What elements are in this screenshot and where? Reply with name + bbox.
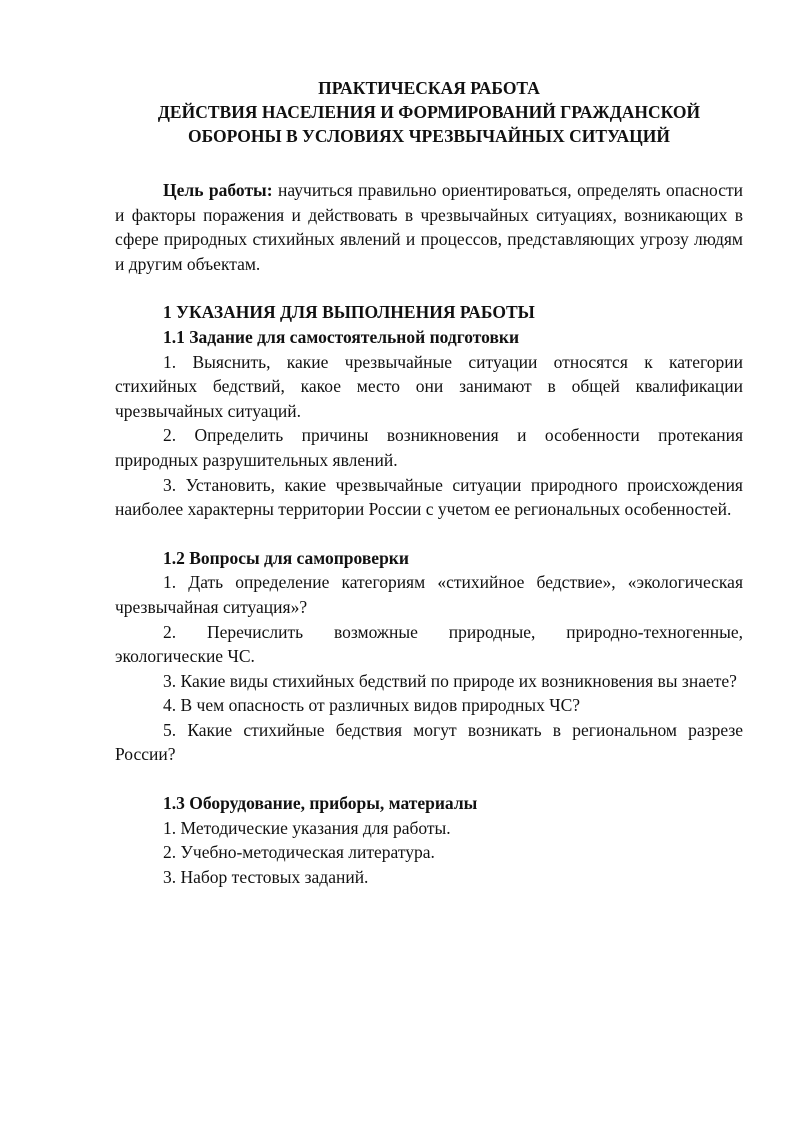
section-1-2-heading: 1.2 Вопросы для самопроверки (163, 547, 409, 568)
equipment-item-2: 2. Учебно-методическая литература. (163, 842, 435, 863)
task-item-3: 3. Установить, какие чрезвычайные ситуации природного происхождения наиболее характерны территории России с учетом ее региональных особенностей. (115, 474, 743, 520)
question-item-4: 4. В чем опасность от различных видов природных ЧС? (163, 695, 581, 716)
goal-text: научиться правильно ориентироваться, определять опасности и факторы поражения и действовать в чрезвычайных ситуациях, возникающих в сфере природных стихийных явлений и процессов, представляющих угрозу людям и другим объектам. (115, 180, 744, 274)
title-line-1: ПРАКТИЧЕСКАЯ РАБОТА (318, 78, 540, 98)
task-item-2: 2. Определить причины возникновения и особенности протекания природных разрушительных явлений. (115, 425, 743, 470)
question-item-1: 1. Дать определение категориям «стихийное бедствие», «экологическая чрезвычайная ситуация»? (115, 572, 743, 617)
equipment-item-3: 3. Набор тестовых заданий. (163, 866, 369, 887)
section-1-3-heading: 1.3 Оборудование, приборы, материалы (163, 793, 478, 814)
document-body (115, 76, 743, 889)
equipment-item-1: 1. Методические указания для работы. (163, 817, 451, 838)
goal-paragraph (115, 178, 743, 276)
question-item-2: 2. Перечислить возможные природные, природно-техногенные, экологические ЧС. (115, 621, 743, 667)
task-item-1: 1. Выяснить, какие чрезвычайные ситуации относятся к категории стихийных бедствий, какое место они занимают в общей квалификации чрезвычайных ситуаций. (115, 351, 743, 421)
question-item-5: 5. Какие стихийные бедствия могут возникать в региональном разрезе России? (115, 719, 743, 765)
goal-label: Цель работы: (163, 180, 273, 200)
document-title (115, 76, 743, 148)
section-1-heading: 1 УКАЗАНИЯ ДЛЯ ВЫПОЛНЕНИЯ РАБОТЫ (163, 302, 535, 323)
question-item-3: 3. Какие виды стихийных бедствий по природе их возникновения вы знаете? (163, 670, 737, 691)
title-line-3: ОБОРОНЫ В УСЛОВИЯХ ЧРЕЗВЫЧАЙНЫХ СИТУАЦИЙ (187, 126, 671, 146)
section-1-1-heading: 1.1 Задание для самостоятельной подготовки (163, 326, 520, 347)
title-line-2: ДЕЙСТВИЯ НАСЕЛЕНИЯ И ФОРМИРОВАНИЙ ГРАЖДАНСКОЙ (157, 102, 701, 122)
